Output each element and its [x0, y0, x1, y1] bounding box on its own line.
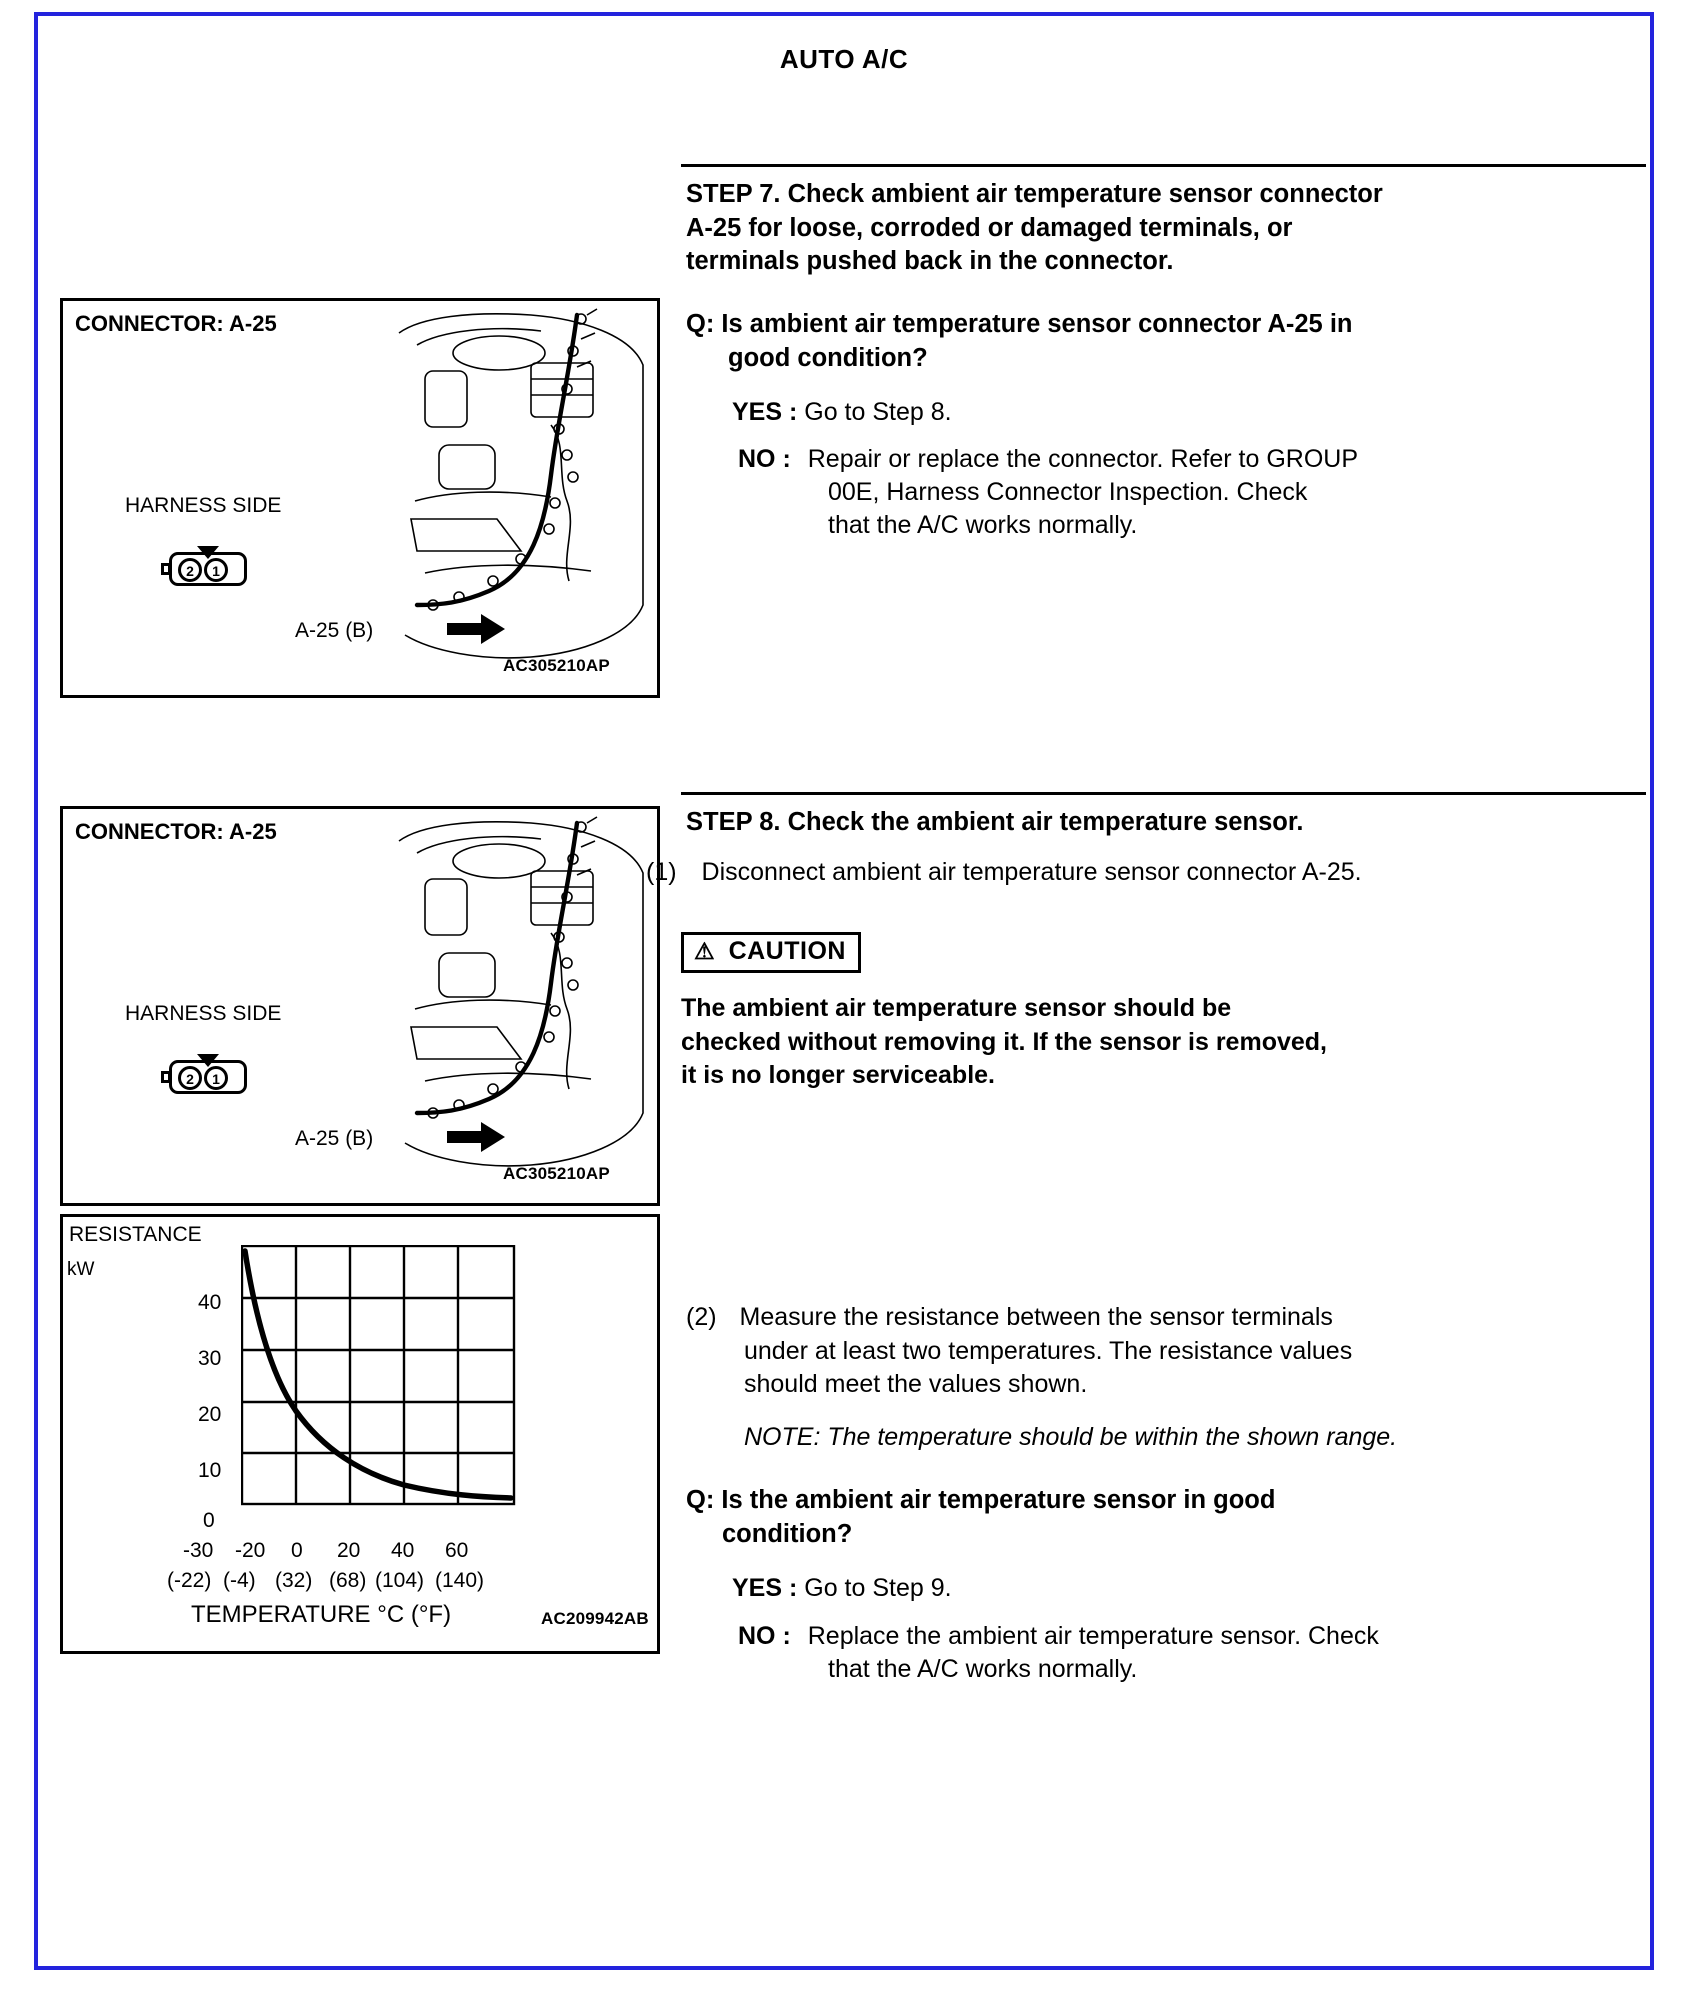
graph-plot	[241, 1245, 531, 1535]
step7-heading-line3: terminals pushed back in the connector.	[686, 247, 1174, 276]
step8-no-line1: Replace the ambient air temperature sensor. Check	[807, 1622, 1379, 1650]
step8-yes-label: YES :	[732, 1574, 798, 1602]
connector-pin-1: 1	[204, 558, 228, 582]
step7-top-rule	[681, 164, 1646, 167]
figure2-callout: A-25 (B)	[295, 1127, 374, 1150]
step8-item2-line2: under at least two temperatures. The resistance values	[744, 1336, 1353, 1365]
graph-ylabel: kW	[67, 1259, 95, 1280]
step7-no-line3: that the A/C works normally.	[828, 511, 1138, 539]
step7-no-answer	[738, 443, 1638, 542]
figure-resistance-temperature-graph	[60, 1214, 660, 1654]
step7-yes-answer	[732, 396, 1632, 429]
step8-question	[686, 1484, 1636, 1551]
graph-xtick-c-3: 20	[337, 1539, 361, 1562]
warning-triangle-icon: ⚠	[694, 938, 716, 964]
page-content	[38, 16, 1650, 1966]
graph-xtick-f-3: (68)	[329, 1569, 367, 1592]
document-page	[34, 12, 1654, 1970]
figure1-harness-label: HARNESS SIDE	[125, 494, 282, 517]
connector-pin-2: 2	[178, 558, 202, 582]
figure1-callout: A-25 (B)	[295, 619, 374, 642]
step7-question	[686, 308, 1636, 375]
step8-top-rule	[681, 792, 1646, 795]
graph-xtick-f-0: (-22)	[167, 1569, 212, 1592]
graph-xtick-f-2: (32)	[275, 1569, 313, 1592]
step7-no-line1: Repair or replace the connector. Refer to GROUP	[807, 445, 1358, 473]
engine-bay-illustration-2	[381, 813, 659, 1173]
page-title: AUTO A/C	[779, 44, 909, 74]
step8-no-answer	[738, 1620, 1638, 1686]
step8-item2-line3: should meet the values shown.	[744, 1370, 1088, 1398]
step8-item1-text: Disconnect ambient air temperature sensor connector A-25.	[701, 858, 1362, 886]
step8-item1-number: (1)	[646, 858, 677, 886]
caution-line1: The ambient air temperature sensor should be	[681, 994, 1232, 1022]
graph-xtick-c-4: 40	[391, 1539, 415, 1562]
graph-xtick-c-2: 0	[291, 1539, 303, 1562]
caution-line3: it is no longer serviceable.	[681, 1061, 996, 1089]
graph-xlabel: TEMPERATURE °C (°F)	[191, 1601, 452, 1628]
step8-note: NOTE: The temperature should be within the shown range.	[744, 1423, 1398, 1451]
graph-ytick-0: 0	[203, 1509, 215, 1532]
graph-xtick-c-1: -20	[235, 1539, 266, 1562]
step8-item2	[686, 1301, 1646, 1402]
step7-heading-line2: A-25 for loose, corroded or damaged terminals, or	[686, 213, 1293, 242]
step8-item1	[646, 856, 1646, 890]
figure1-connector-label: CONNECTOR: A-25	[75, 311, 277, 336]
step8-heading: STEP 8. Check the ambient air temperature sensor.	[686, 808, 1304, 836]
graph-title: RESISTANCE	[69, 1223, 202, 1246]
step7-heading-line1: STEP 7. Check ambient air temperature sensor connector	[686, 180, 1383, 208]
figure1-code: AC305210AP	[503, 656, 610, 675]
figure2-connector-label: CONNECTOR: A-25	[75, 819, 277, 844]
connector-terminal-diagram-2	[161, 1054, 257, 1100]
step8-item2-line1: Measure the resistance between the sensor terminals	[739, 1303, 1333, 1331]
step8-no-label: NO :	[738, 1622, 791, 1650]
step8-item2-number: (2)	[686, 1303, 717, 1331]
graph-code: AC209942AB	[541, 1609, 649, 1628]
graph-ytick-20: 20	[198, 1403, 222, 1426]
connector-pin-2b: 2	[178, 1066, 202, 1090]
figure-connector-a25-step7	[60, 298, 660, 698]
graph-xtick-c-0: -30	[183, 1539, 214, 1562]
graph-xtick-c-5: 60	[445, 1539, 469, 1562]
caution-title: CAUTION	[728, 937, 846, 965]
connector-terminal-diagram	[161, 546, 257, 592]
step7-question-line2: good condition?	[728, 343, 928, 372]
engine-bay-illustration	[381, 305, 659, 665]
figure1-arrow-icon	[447, 612, 507, 646]
caution-text	[681, 992, 1641, 1093]
graph-xtick-f-5: (140)	[435, 1569, 485, 1592]
step7-yes-text: Go to Step 8.	[804, 398, 952, 426]
caution-banner	[681, 932, 861, 973]
graph-ytick-30: 30	[198, 1347, 222, 1370]
connector-pin-1b: 1	[204, 1066, 228, 1090]
figure2-arrow-icon	[447, 1120, 507, 1154]
step7-question-line1: Q: Is ambient air temperature sensor connector A-25 in	[686, 310, 1353, 338]
graph-xtick-f-1: (-4)	[223, 1569, 256, 1592]
figure2-code: AC305210AP	[503, 1164, 610, 1183]
step8-question-line2: condition?	[722, 1519, 853, 1548]
graph-xtick-f-4: (104)	[375, 1569, 425, 1592]
figure2-harness-label: HARNESS SIDE	[125, 1002, 282, 1025]
caution-line2: checked without removing it. If the sensor is removed,	[681, 1027, 1327, 1056]
step8-no-line2: that the A/C works normally.	[828, 1655, 1138, 1683]
step8-yes-text: Go to Step 9.	[804, 1574, 952, 1602]
step7-yes-label: YES :	[732, 398, 798, 426]
graph-ytick-40: 40	[198, 1291, 222, 1314]
step7-no-label: NO :	[738, 445, 791, 473]
step8-question-line1: Q: Is the ambient air temperature sensor in good	[686, 1486, 1276, 1514]
step7-heading	[686, 178, 1636, 279]
graph-ytick-10: 10	[198, 1459, 222, 1482]
figure-connector-a25-step8	[60, 806, 660, 1206]
step7-no-line2: 00E, Harness Connector Inspection. Check	[828, 478, 1308, 506]
step8-yes-answer	[732, 1572, 1632, 1605]
